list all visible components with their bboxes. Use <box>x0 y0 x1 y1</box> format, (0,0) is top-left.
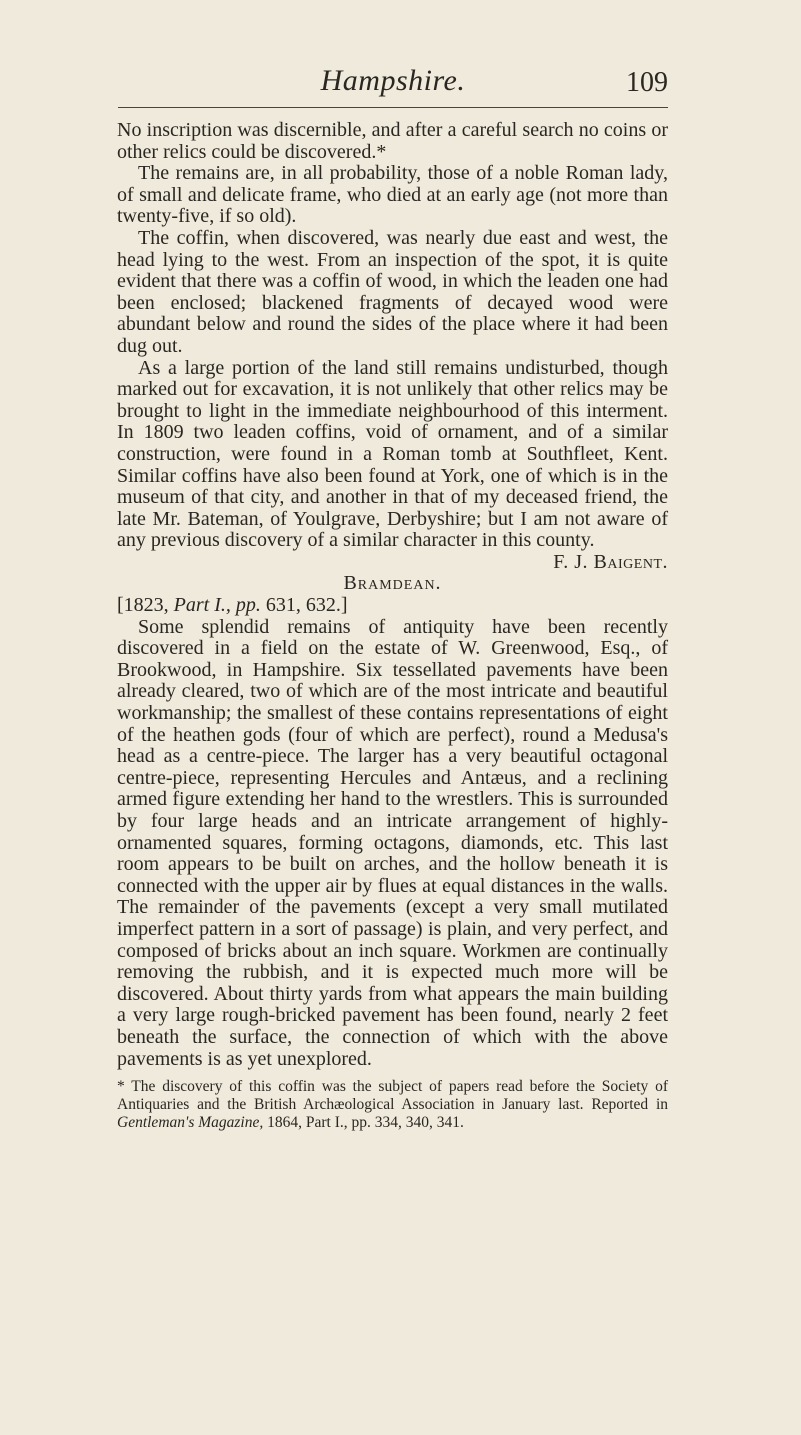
header-rule <box>118 107 668 108</box>
footnote-lead: * The discovery of this coffin was the subject of papers read before the Society of Antiquaries and the British Archæological Association in January last. Reported in <box>117 1078 668 1113</box>
citation-part: Part I., pp. <box>173 594 261 617</box>
running-title: Hampshire. <box>320 64 466 97</box>
main-text <box>117 120 668 1070</box>
citation-open: [1823, <box>117 594 174 617</box>
paragraph-3: The coffin, when discovered, was nearly due east and west, the head lying to the west. From an inspection of the spot, it is quite evident that there was a coffin of wood, in which the leaden one had been enclosed; blackened fragments of decayed wood were abundant below and round the sides of the place where it had been dug out. <box>117 226 668 357</box>
citation-close: 631, 632.] <box>260 594 348 617</box>
citation <box>117 595 668 617</box>
paragraph-2: The remains are, in all probability, those of a noble Roman lady, of small and delicate frame, who died at an early age (not more than twenty-five, if so old). <box>117 162 668 228</box>
footnote-tail: 1864, Part I., pp. 334, 340, 341. <box>263 1114 464 1131</box>
section-heading: Bramdean. <box>343 572 442 595</box>
paragraph-5: Some splendid remains of antiquity have been recently discovered in a field on the estate of W. Greenwood, Esq., of Brookwood, in Hampshire. Six tessellated pavements have been already cleared, two of which are of the most intricate and beautiful workmanship; the smallest of these contains representations of eight of the heathen gods (four of which are perfect), round a Medusa's head as a centre-piece. The larger has a very beautiful octagonal centre-piece, representing Hercules and Antæus, and a reclining armed figure extending her hand to the wrestlers. This is surrounded by four large heads and an intricate arrangement of highly-ornamented squares, forming octagons, diamonds, etc. This last room appears to be built on arches, and the hollow beneath it is connected with the upper air by flues at equal distances in the walls. The remainder of the pavements (except a very small mutilated imperfect pattern in a sort of passage) is plain, and very perfect, and composed of bricks about an inch square. Workmen are continually removing the rubbish, and it is expected much more will be discovered. About thirty yards from what appears the main building a very large rough-bricked pavement has been found, nearly 2 feet beneath the surface, the connection of which with the above pavements is as yet unexplored. <box>117 615 668 1070</box>
paragraph-1: No inscription was discernible, and after a careful search no coins or other relics could be discovered.* <box>117 119 668 163</box>
page-number: 109 <box>626 67 668 98</box>
paragraph-4: As a large portion of the land still remains undisturbed, though marked out for excavation, it is not unlikely that other relics may be brought to light in the immediate neighbourhood of this interment. In 1809 two leaden coffins, void of ornament, and of a similar construction, were found in a Roman tomb at Southfleet, Kent. Similar coffins have also been found at York, one of which is in the museum of that city, and another in that of my deceased friend, the late Mr. Bateman, of Youlgrave, Derbyshire; but I am not aware of any previous discovery of a similar character in this county. <box>117 356 668 552</box>
running-head <box>118 64 668 106</box>
author-signature: F. J. Baigent. <box>553 550 668 573</box>
footnote <box>117 1078 668 1132</box>
footnote-journal: Gentleman's Magazine, <box>117 1114 264 1131</box>
